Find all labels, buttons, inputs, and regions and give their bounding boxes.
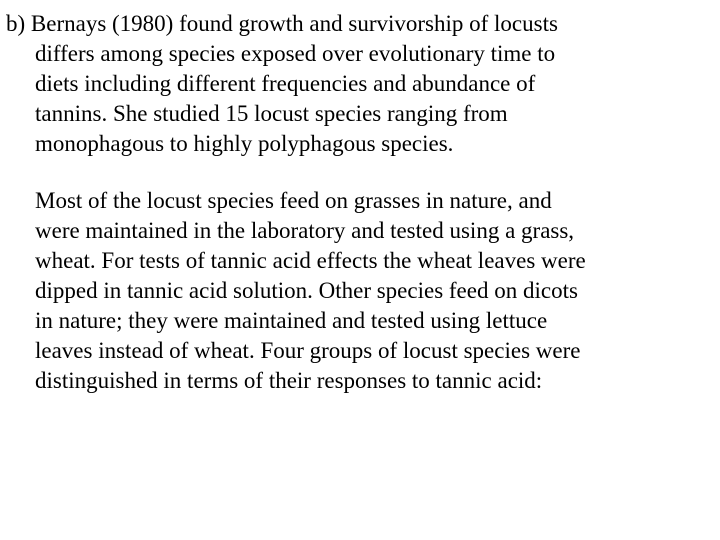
text-line: tannins. She studied 15 locust species ranging from [35, 101, 508, 126]
text-line: diets including different frequencies and abundance of [35, 71, 536, 96]
text-line: dipped in tannic acid solution. Other species feed on dicots [35, 278, 578, 303]
text-line: b) Bernays (1980) found growth and survivorship of locusts [6, 11, 558, 36]
text-line: Most of the locust species feed on grasses in nature, and [35, 188, 552, 213]
paragraph-bernays-study [0, 9, 558, 159]
paragraph-locust-groups [0, 186, 586, 396]
text-line: in nature; they were maintained and tested using lettuce [35, 308, 548, 333]
text-line: were maintained in the laboratory and tested using a grass, [35, 218, 575, 243]
text-line: differs among species exposed over evolutionary time to [35, 41, 556, 66]
text-line: distinguished in terms of their responses to tannic acid: [35, 368, 543, 393]
text-line: wheat. For tests of tannic acid effects the wheat leaves were [35, 248, 586, 273]
text-line: monophagous to highly polyphagous species. [35, 131, 454, 156]
text-line: leaves instead of wheat. Four groups of locust species were [35, 338, 581, 363]
